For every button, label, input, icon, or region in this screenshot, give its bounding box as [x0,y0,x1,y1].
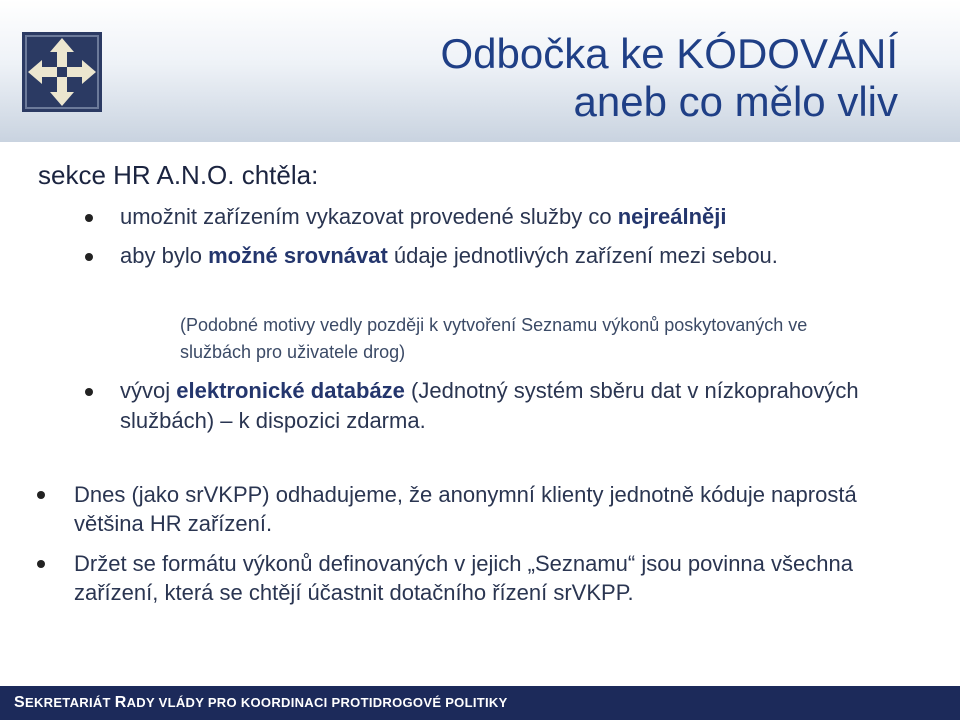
item-text: aby bylo [120,243,209,268]
crossroads-arrows-logo-icon [22,32,102,112]
title-line-1: Odbočka ke KÓDOVÁNÍ [440,30,898,77]
item-text: vývoj [120,378,177,403]
title-line-2: aneb co mělo vliv [573,78,898,125]
footer-initial: R [114,694,127,711]
item-emphasis: nejreálněji [617,204,727,229]
item-emphasis: možné srovnávat [208,243,388,268]
list-item: Držet se formátu výkonů definovaných v jejich „Seznamu“ jsou povinna všechna zařízení, která se chtějí účastnit dotačního řízení srVKPP. [34,549,914,607]
footer-banner [0,686,960,720]
parenthetical-note: (Podobné motivy vedly později k vytvoření Seznamu výkonů poskytovaných ve službách pro uživatele drog) [180,315,808,362]
footer-word: EKRETARIÁT [24,695,115,710]
item-text-end: údaje jednotlivých zařízení mezi sebou. [387,243,778,268]
slide-header [0,0,960,142]
page-title [440,30,898,126]
item-text-end: (Jednotný systém sběru dat v nízkoprahových službách) – k dispozici zdarma. [120,378,859,433]
item-emphasis: elektronické databáze [176,378,405,403]
list-item [82,376,862,436]
bullet-list-database [82,376,862,436]
list-item [82,241,882,271]
footer-word: ADY VLÁDY PRO KOORDINACI PROTIDROGOVÉ POLITIKY [126,695,508,710]
item-text: umožnit zařízením vykazovat provedené služby co [120,204,618,229]
footer-initial: S [14,694,25,711]
bullet-list-current [34,480,914,607]
list-item: Dnes (jako srVKPP) odhadujeme, že anonymní klienty jednotně kóduje naprostá většina HR zařízení. [34,480,914,538]
list-item [82,202,882,232]
bullet-list-goals [82,202,882,271]
lead-text: sekce HR A.N.O. chtěla: [38,160,319,190]
